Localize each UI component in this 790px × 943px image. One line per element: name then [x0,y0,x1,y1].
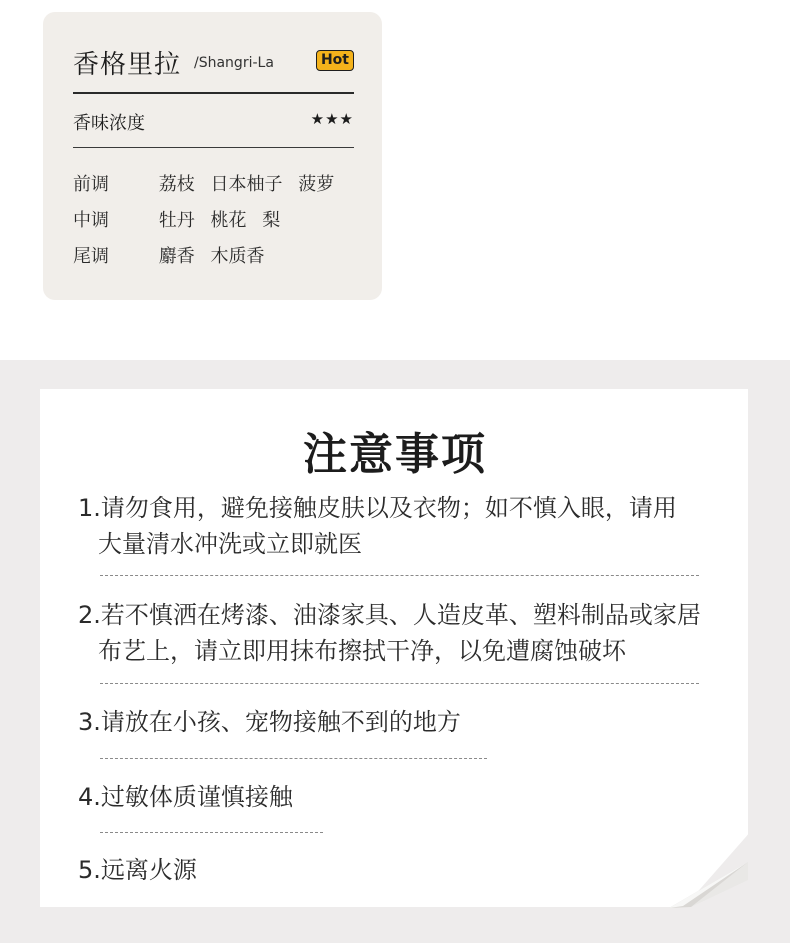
notice-item-5 [78,852,197,888]
note-value: 荔枝 [158,174,195,195]
note-row-base [73,242,344,278]
fragrance-card [43,12,382,300]
intensity-stars: ★★★ [310,110,354,128]
notice-item-line: 1.请勿食用，避免接触皮肤以及衣物；如不慎入眼，请用 [78,494,677,522]
notice-item-4 [78,779,293,815]
fragrance-name-cn: 香格里拉 [73,50,182,80]
notes-list [73,170,344,278]
notice-title: 注意事项 [303,429,487,480]
note-label: 中调 [73,210,109,231]
notice-item-line: 4.过敏体质谨慎接触 [78,783,293,811]
hot-badge: Hot [316,50,354,71]
note-value: 日本柚子 [210,174,283,195]
notice-item-1 [78,490,677,562]
intensity-divider [73,147,354,148]
dashed-divider [100,575,699,576]
notice-item-line: 2.若不慎洒在烤漆、油漆家具、人造皮革、塑料制品或家居 [78,601,701,629]
title-divider [73,92,354,94]
note-value: 菠萝 [298,174,335,195]
note-label: 前调 [73,174,109,195]
note-label: 尾调 [73,246,109,267]
note-value: 牡丹 [158,210,195,231]
note-value: 木质香 [210,246,265,267]
intensity-label: 香味浓度 [73,113,145,134]
card-title-row [73,42,354,78]
note-row-middle [73,206,344,242]
notice-item-3 [78,704,461,740]
note-value: 麝香 [158,246,195,267]
dashed-divider [100,832,323,833]
notice-item-line: 5.远离火源 [78,856,197,884]
notice-item-line: 3.请放在小孩、宠物接触不到的地方 [78,708,461,736]
page-curl-icon [669,862,749,908]
dashed-divider [100,683,699,684]
notice-item-line: 大量清水冲洗或立即就医 [98,530,362,558]
notice-item-2 [78,597,701,669]
notice-item-line: 布艺上，请立即用抹布擦拭干净，以免遭腐蚀破坏 [98,637,626,665]
note-value: 桃花 [210,210,247,231]
dashed-divider [100,758,487,759]
note-value: 梨 [262,210,281,231]
note-row-top [73,170,344,206]
fragrance-name-en: /Shangri-La [194,55,274,71]
